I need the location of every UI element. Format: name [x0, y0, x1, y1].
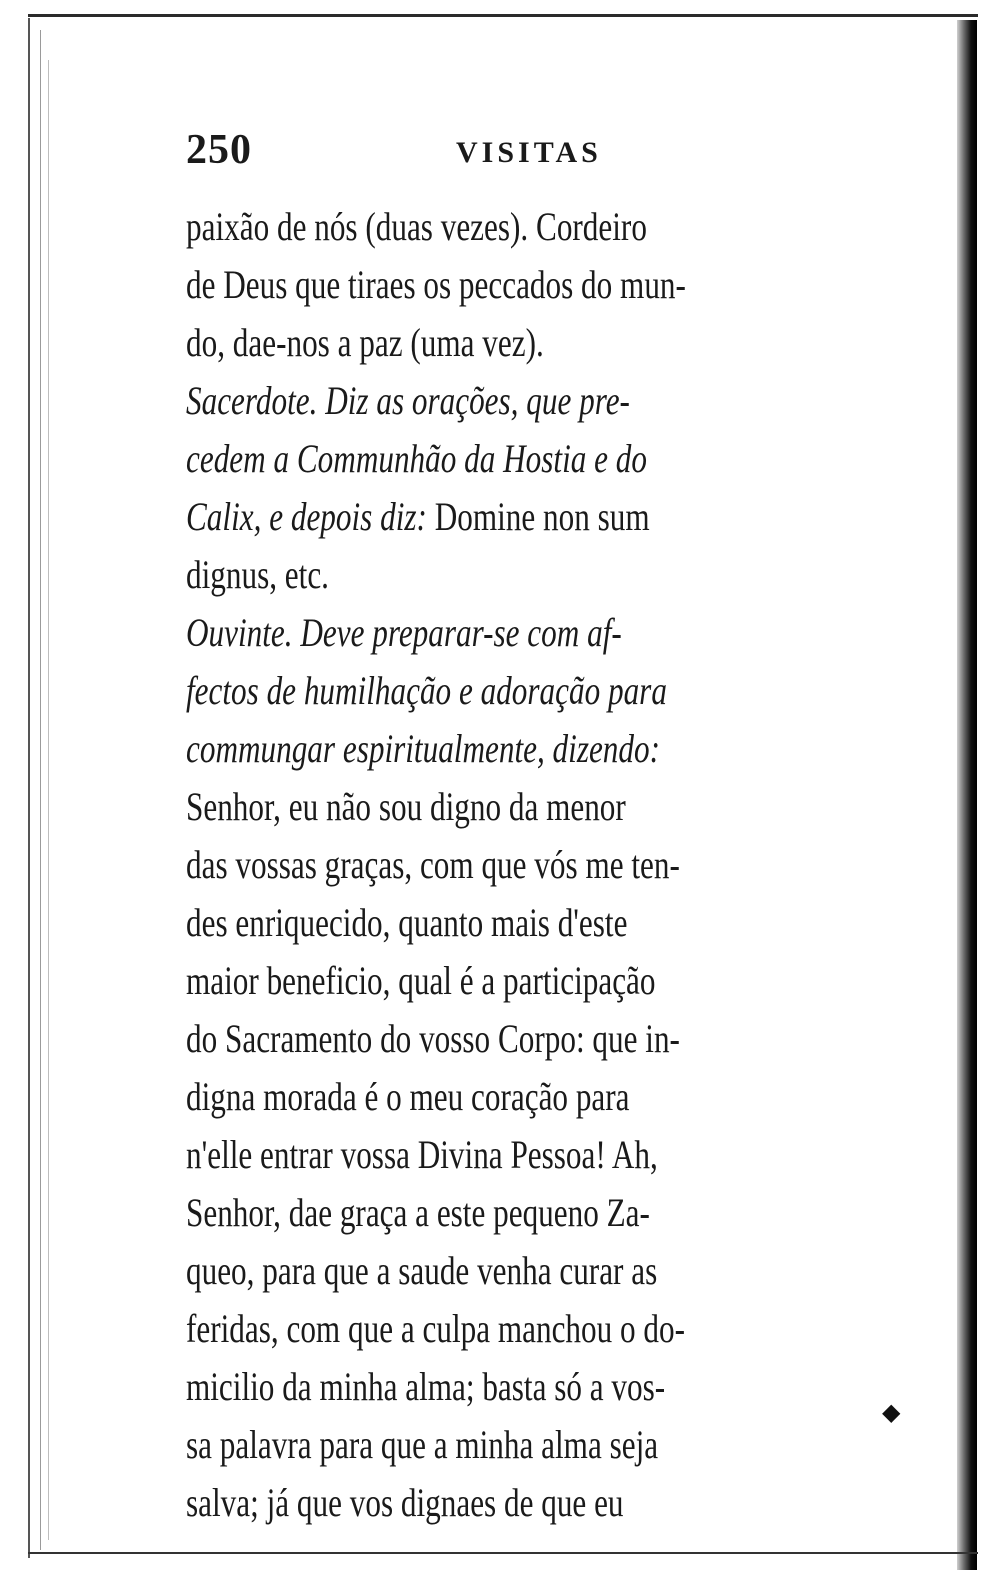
text-line: queo, para que a saude venha curar as [186, 1248, 658, 1293]
page-bottom-rule [28, 1552, 978, 1554]
running-head: VISITAS [456, 136, 602, 169]
text-line-roman-part: Domine non sum [434, 494, 650, 539]
text-line: dignus, etc. [186, 552, 329, 597]
text-line: cedem a Communhão da Hostia e do [186, 436, 648, 481]
page-top-rule [28, 14, 978, 17]
text-line: salva; já que vos dignaes de que eu [186, 1480, 624, 1525]
text-line: de Deus que tiraes os peccados do mun- [186, 262, 686, 307]
text-line-italic-part: Calix, e depois diz: [186, 494, 435, 539]
page-left-edge [28, 18, 30, 1558]
text-line: n'elle entrar vossa Divina Pessoa! Ah, [186, 1132, 658, 1177]
page-left-edge-inner [40, 30, 41, 1550]
text-line: Senhor, eu não sou digno da menor [186, 784, 626, 829]
text-line: micilio da minha alma; basta só a vos- [186, 1364, 666, 1409]
text-line: Ouvinte. Deve preparar-se com af- [186, 610, 622, 655]
body-text [186, 198, 856, 1532]
text-line: do Sacramento do vosso Corpo: que in- [186, 1016, 680, 1061]
text-line: das vossas graças, com que vós me ten- [186, 842, 680, 887]
page-header [186, 126, 846, 186]
text-line: feridas, com que a culpa manchou o do- [186, 1306, 686, 1351]
text-line: do, dae-nos a paz (uma vez). [186, 320, 544, 365]
text-line: commungar espiritualmente, dizendo: [186, 726, 661, 771]
ink-blot-icon: ◆ [882, 1400, 901, 1426]
page-number: 250 [186, 127, 252, 173]
page-left-edge-inner2 [48, 60, 49, 1540]
text-line: Senhor, dae graça a este pequeno Za- [186, 1190, 650, 1235]
text-line: Sacerdote. Diz as orações, que pre- [186, 378, 630, 423]
text-line: paixão de nós (duas vezes). Cordeiro [186, 204, 647, 249]
text-line: digna morada é o meu coração para [186, 1074, 630, 1119]
text-line [186, 488, 857, 546]
text-line: sa palavra para que a minha alma seja [186, 1422, 659, 1467]
text-line: des enriquecido, quanto mais d'este [186, 900, 628, 945]
text-line: maior beneficio, qual é a participação [186, 958, 656, 1003]
text-line: fectos de humilhação e adoração para [186, 668, 667, 713]
book-spine-shadow [957, 20, 977, 1570]
